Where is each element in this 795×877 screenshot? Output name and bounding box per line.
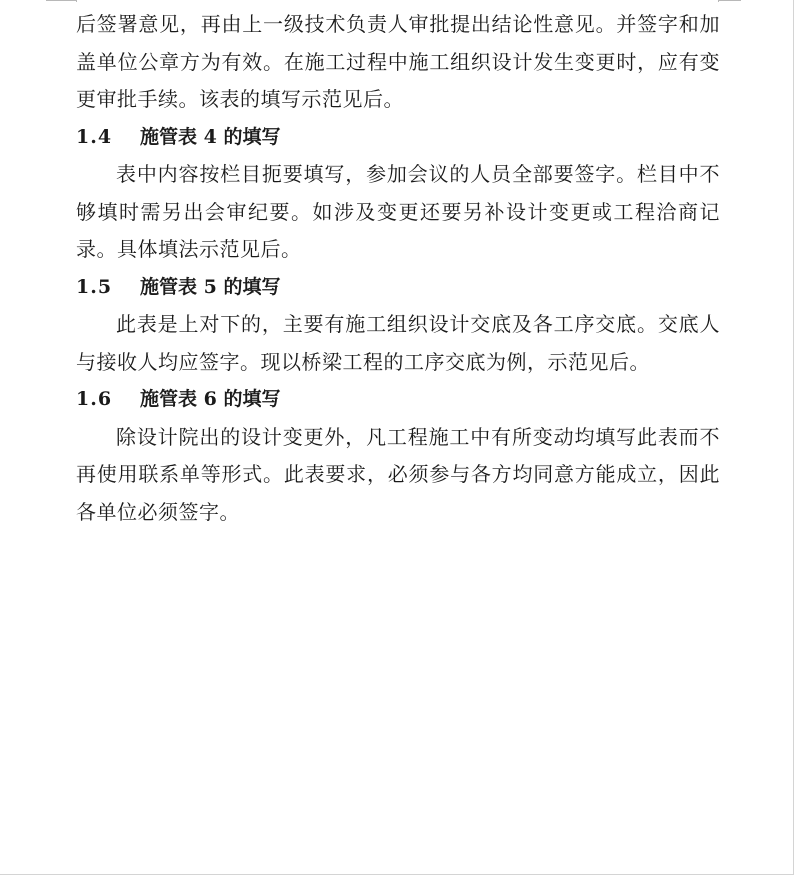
- section-number: 1.4: [76, 125, 113, 148]
- crop-mark-left: [46, 0, 76, 1]
- section-heading-1-6: [76, 381, 720, 419]
- document-body: [76, 6, 720, 531]
- section-title: 施管表 4 的填写: [140, 125, 281, 148]
- crop-mark-right-vertical: [718, 0, 719, 2]
- section-number: 1.6: [76, 388, 113, 410]
- section-number: 1.5: [76, 275, 113, 298]
- section-heading-1-5: [76, 269, 720, 307]
- section-body-1-5: 此表是上对下的，主要有施工组织设计交底及各工序交底。交底人与接收人均应签字。现以桥梁工程的工序交底为例，示范见后。: [76, 312, 720, 374]
- crop-mark-left-vertical: [76, 0, 77, 2]
- section-body-1-4: 表中内容按栏目扼要填写，参加会议的人员全部要签字。栏目中不够填时需另出会审纪要。如涉及变更还要另补设计变更或工程洽商记录。具体填法示范见后。: [76, 162, 720, 261]
- section-heading-1-4: [76, 119, 720, 157]
- intro-paragraph: 后签署意见，再由上一级技术负责人审批提出结论性意见。并签字和加盖单位公章方为有效。在施工过程中施工组织设计发生变更时，应有变更审批手续。该表的填写示范见后。: [76, 12, 720, 111]
- section-title: 施管表 5 的填写: [140, 275, 281, 298]
- crop-mark-right: [719, 0, 741, 1]
- section-body-1-6: 除设计院出的设计变更外，凡工程施工中有所变动均填写此表而不再使用联系单等形式。此表要求，必须参与各方均同意方能成立，因此各单位必须签字。: [76, 424, 720, 524]
- section-title: 施管表 6 的填写: [140, 388, 281, 410]
